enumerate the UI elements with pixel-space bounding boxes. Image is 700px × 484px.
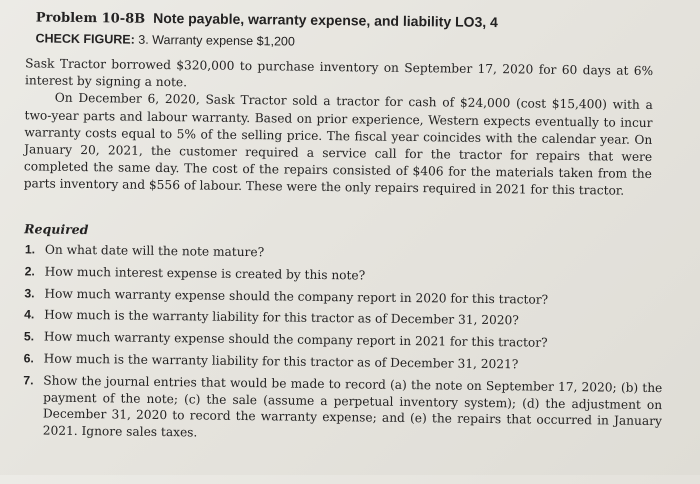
body-paragraph-2: On December 6, 2020, Sask Tractor sold a tractor for cash of $24,000 (cost $15,400) with a two-year parts and labour warranty. Based on prior experience, Western expects eventually to incur warranty costs equal to 5% of the selling price. The fiscal year coincides with the calendar year. On January 20, 2021, the customer required a service call for the tractor for repairs that were completed the same day. The cost of the repairs consisted of $406 for the materials taken from the parts inventory and $556 of labour. These were the only repairs required in 2021 for this tractor.	[23, 91, 653, 199]
question-item	[23, 328, 663, 353]
question-number: 4.	[24, 307, 35, 322]
question-number: 3.	[24, 285, 35, 301]
required-heading: Required	[24, 221, 89, 238]
question-text: How much is the warranty liability for this tractor as of December 31, 2020?	[44, 307, 519, 328]
check-figure	[35, 31, 675, 53]
question-text: On what date will the note mature?	[44, 242, 265, 260]
question-text: How much is the warranty liability for this tractor as of December 31, 2021?	[43, 351, 519, 372]
question-item	[23, 350, 663, 375]
problem-header	[35, 8, 675, 53]
question-number: 5.	[23, 329, 35, 344]
question-text: Show the journal entries that would be made to record (a) the note on September 17, 2020; (b) the payment of the note; (c) the sale (assume a perpetual inventory system); (d) the adjustment on December 31, 2020 to record the warranty expense; and (e) the repairs that occurred in January 2021. Ignore sales taxes.	[42, 373, 663, 440]
problem-body	[24, 55, 654, 200]
question-item	[23, 285, 663, 310]
problem-title: Note payable, warranty expense, and liability LO3, 4	[153, 9, 498, 31]
question-item	[24, 263, 664, 288]
question-item	[24, 241, 664, 266]
question-list	[22, 241, 664, 447]
required-section	[22, 221, 665, 452]
question-number: 2.	[24, 264, 35, 279]
problem-title-line	[36, 8, 676, 33]
question-number: 7.	[23, 373, 34, 388]
question-number: 1.	[24, 242, 36, 257]
question-item	[22, 372, 663, 447]
body-paragraph-1: Sask Tractor borrowed $320,000 to purchase inventory on September 17, 2020 for 60 days at 6% interest by signing a note.	[24, 56, 654, 90]
check-figure-value: 3. Warranty expense $1,200	[138, 32, 295, 49]
question-text: How much warranty expense should the company report in 2020 for this tractor?	[44, 286, 549, 307]
question-item	[23, 307, 663, 332]
problem-number: Problem 10-8B	[35, 10, 146, 27]
check-figure-label: CHECK FIGURE:	[35, 31, 135, 47]
question-text: How much interest expense is created by this note?	[44, 264, 366, 283]
question-text: How much warranty expense should the company report in 2021 for this tractor?	[43, 329, 548, 350]
question-number: 6.	[23, 351, 34, 366]
